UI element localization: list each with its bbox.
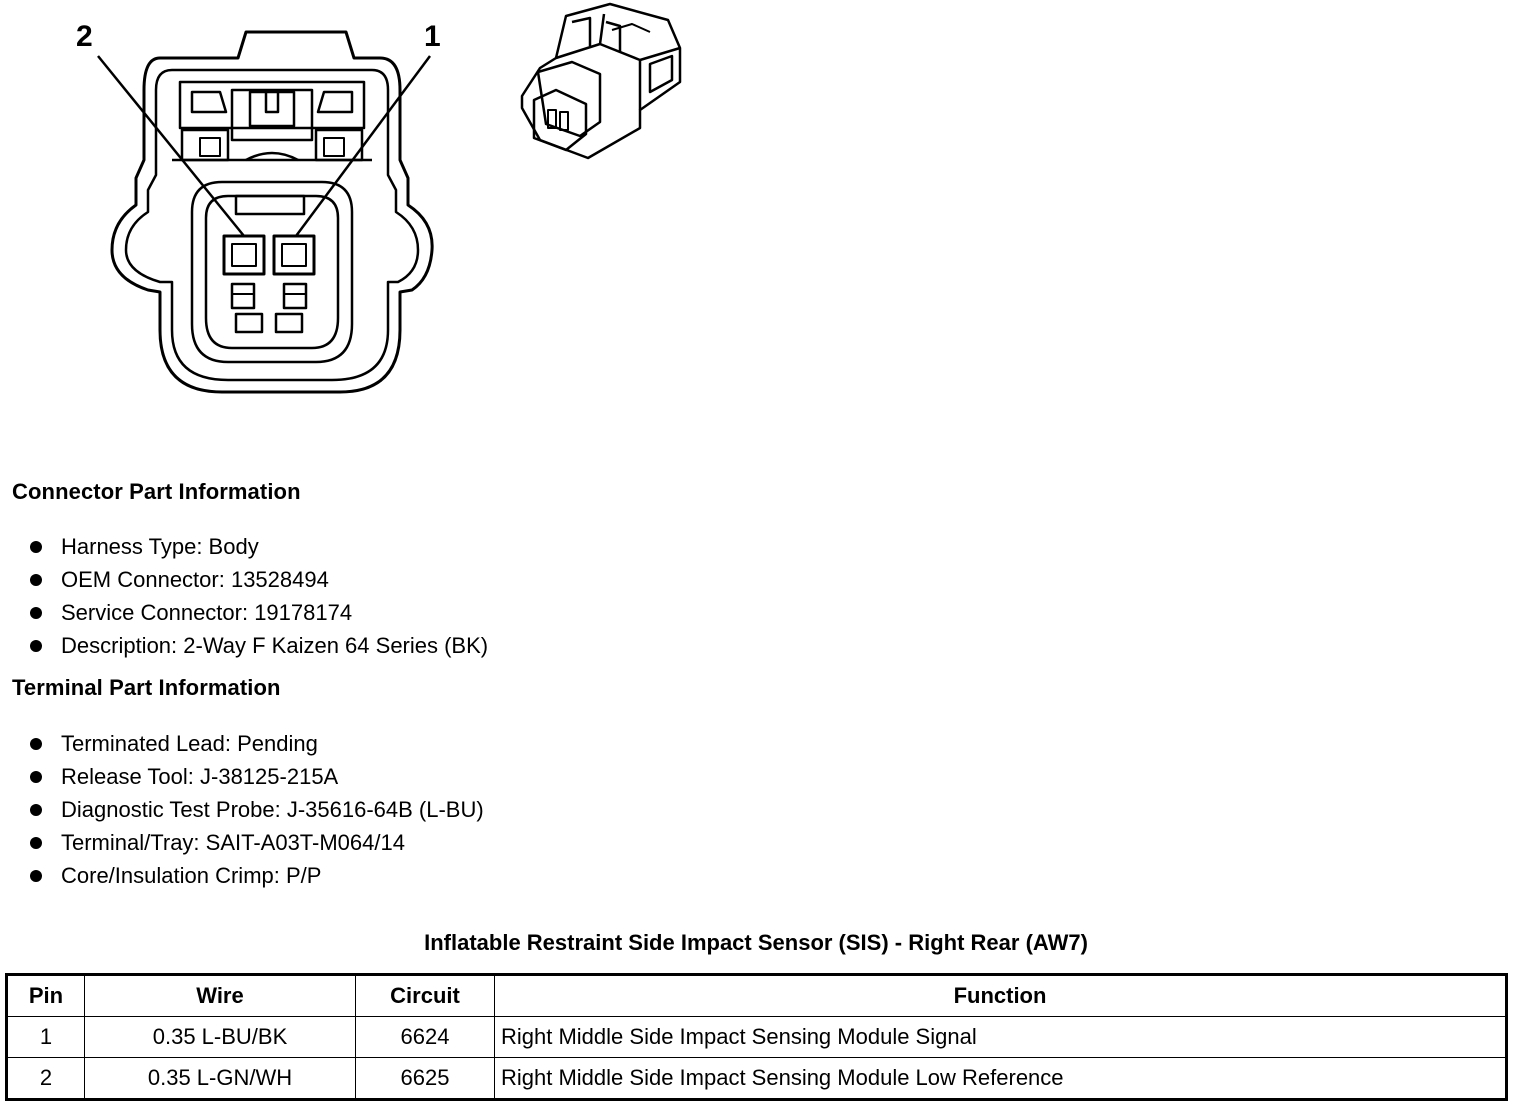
list-item: Description: 2-Way F Kaizen 64 Series (BK) bbox=[30, 629, 488, 662]
connector-part-info-list bbox=[30, 530, 488, 662]
cell-circuit: 6624 bbox=[356, 1017, 495, 1058]
cell-function: Right Middle Side Impact Sensing Module Low Reference bbox=[495, 1058, 1507, 1100]
bullet-icon bbox=[30, 541, 42, 553]
terminal-part-info-list bbox=[30, 727, 484, 892]
list-item: Diagnostic Test Probe: J-35616-64B (L-BU) bbox=[30, 793, 484, 826]
cell-wire: 0.35 L-BU/BK bbox=[85, 1017, 356, 1058]
list-item: Harness Type: Body bbox=[30, 530, 488, 563]
bullet-icon bbox=[30, 837, 42, 849]
table-row bbox=[7, 1017, 1507, 1058]
table-title: Inflatable Restraint Side Impact Sensor (SIS) - Right Rear (AW7) bbox=[424, 930, 1088, 955]
pin-label-2: 2 bbox=[76, 20, 93, 53]
table-header-row bbox=[7, 975, 1507, 1017]
header-wire: Wire bbox=[85, 975, 356, 1017]
list-item: Terminated Lead: Pending bbox=[30, 727, 484, 760]
bullet-icon bbox=[30, 574, 42, 586]
cell-pin: 2 bbox=[7, 1058, 85, 1100]
list-item: OEM Connector: 13528494 bbox=[30, 563, 488, 596]
header-pin: Pin bbox=[7, 975, 85, 1017]
pinout-table bbox=[5, 973, 1508, 1101]
pin-label-1: 1 bbox=[424, 20, 441, 53]
connector-part-info-heading: Connector Part Information bbox=[12, 479, 301, 504]
terminal-part-info-heading: Terminal Part Information bbox=[12, 675, 281, 700]
bullet-icon bbox=[30, 607, 42, 619]
bullet-icon bbox=[30, 804, 42, 816]
bullet-icon bbox=[30, 738, 42, 750]
bullet-icon bbox=[30, 771, 42, 783]
cell-wire: 0.35 L-GN/WH bbox=[85, 1058, 356, 1100]
cell-function: Right Middle Side Impact Sensing Module Signal bbox=[495, 1017, 1507, 1058]
connector-face-drawing bbox=[0, 0, 720, 420]
bullet-icon bbox=[30, 640, 42, 652]
list-item: Release Tool: J-38125-215A bbox=[30, 760, 484, 793]
list-item: Service Connector: 19178174 bbox=[30, 596, 488, 629]
cell-circuit: 6625 bbox=[356, 1058, 495, 1100]
cell-pin: 1 bbox=[7, 1017, 85, 1058]
header-circuit: Circuit bbox=[356, 975, 495, 1017]
list-item: Terminal/Tray: SAIT-A03T-M064/14 bbox=[30, 826, 484, 859]
header-function: Function bbox=[495, 975, 1507, 1017]
list-item: Core/Insulation Crimp: P/P bbox=[30, 859, 484, 892]
table-row bbox=[7, 1058, 1507, 1100]
bullet-icon bbox=[30, 870, 42, 882]
connector-3d-view bbox=[522, 4, 680, 158]
